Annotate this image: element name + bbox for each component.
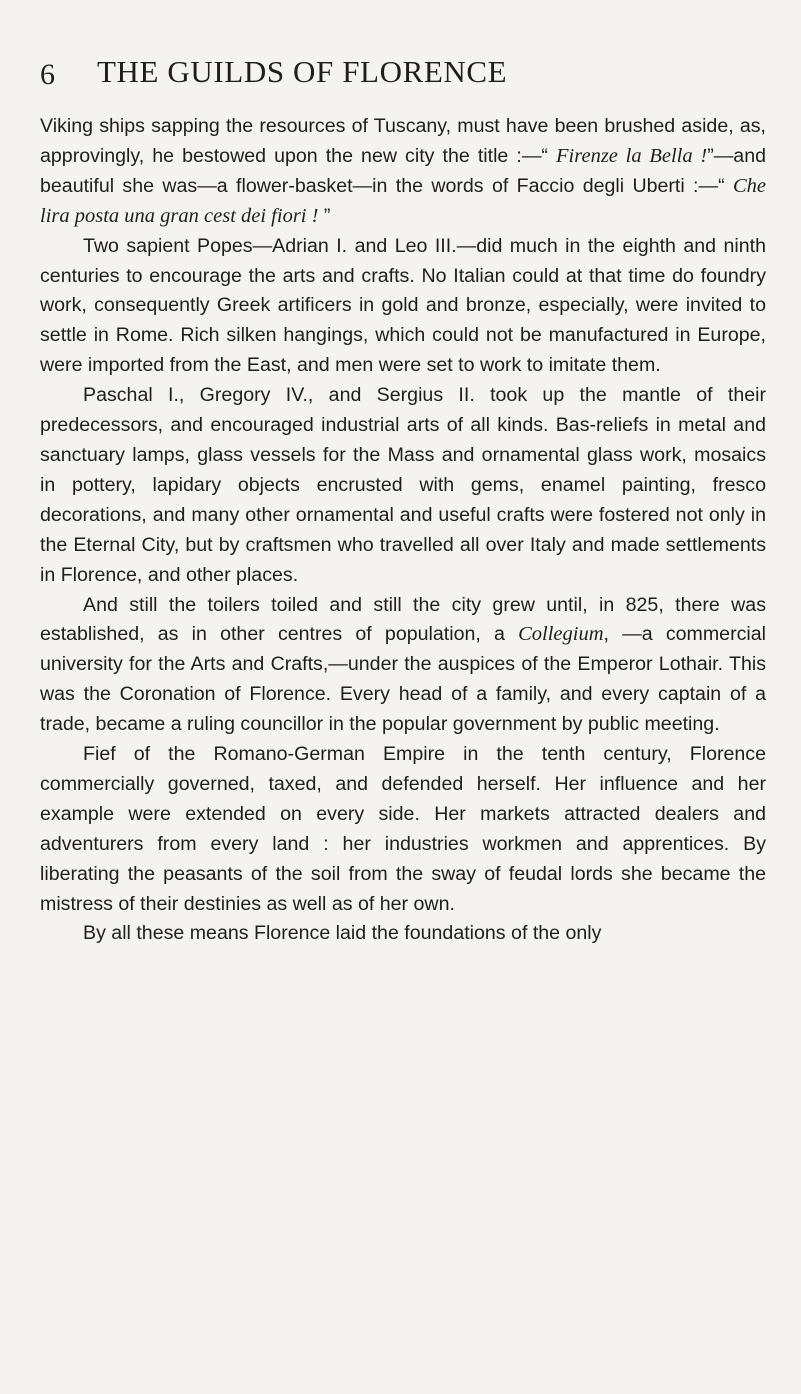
paragraph-1 <box>40 112 766 232</box>
text-run: Paschal I., Gregory IV., and Sergius II. took up the mantle of their predecessors, and encouraged industrial arts of all kinds. Bas-reliefs in metal and sanctuary lamps, glass vessels for the Mass and ornamental glass work, mosaics in pottery, lapidary objects encrusted with gems, enamel painting, fresco decorations, and many other ornamental and useful crafts were fostered not only in the Eternal City, but by craftsmen who travelled all over Italy and made settlements in Florence, and other places. <box>40 384 766 586</box>
paragraph-6 <box>40 919 766 949</box>
text-run: Viking ships sapping the resources of Tuscany, must have been brushed aside, as, approvingly, he bestowed upon the new city the title :—“ <box>40 115 766 167</box>
running-title: THE GUILDS OF FLORENCE <box>97 54 508 89</box>
text-run: By all these means Florence laid the foundations of the only <box>83 922 602 945</box>
text-run: Two sapient Popes—Adrian I. and Leo III.—did much in the eighth and ninth centuries to encourage the arts and crafts. No Italian could at that time do foundry work, consequently Greek artificers in gold and bronze, especially, were invited to settle in Rome. Rich silken hangings, which could not be manufactured in Europe, were imported from the East, and men were set to work to imitate them. <box>40 234 766 377</box>
page-number: 6 <box>40 58 56 91</box>
italic-quote-firenze: Firenze la Bella ! <box>556 144 708 167</box>
italic-quote-uberti: Che lira posta una gran cest dei fiori ! <box>40 174 766 227</box>
italic-term-collegium: Collegium <box>518 623 604 646</box>
paragraph-5 <box>40 740 766 919</box>
running-head <box>40 52 761 96</box>
paragraph-4 <box>40 591 766 741</box>
text-run: ” <box>318 204 331 227</box>
text-run: Fief of the Romano-German Empire in the tenth century, Florence commercially governed, taxed, and defended herself. Her influence and her example were extended on every side. Her markets attracted dealers and adventurers from every land : her industries workmen and apprentices. By liberating the peasants of the soil from the sway of feudal lords she became the mistress of their destinies as well as of her own. <box>40 743 766 915</box>
paragraph-3 <box>40 381 766 590</box>
text-run: And still the toilers toiled and still the city grew until, in 825, there was established, as in other centres of population, a <box>40 593 766 646</box>
paragraph-2 <box>40 232 766 382</box>
text-run: , —a commercial university for the Arts and Crafts,—under the auspices of the Emperor Lothair. This was the Coronation of Florence. Every head of a family, and every captain of a trade, became a ruling councillor in the popular government by public meeting. <box>40 623 766 736</box>
text-run: ”—and beautiful she was—a flower-basket—in the words of Faccio degli Uberti :—“ <box>40 144 766 197</box>
body-text <box>40 112 766 949</box>
